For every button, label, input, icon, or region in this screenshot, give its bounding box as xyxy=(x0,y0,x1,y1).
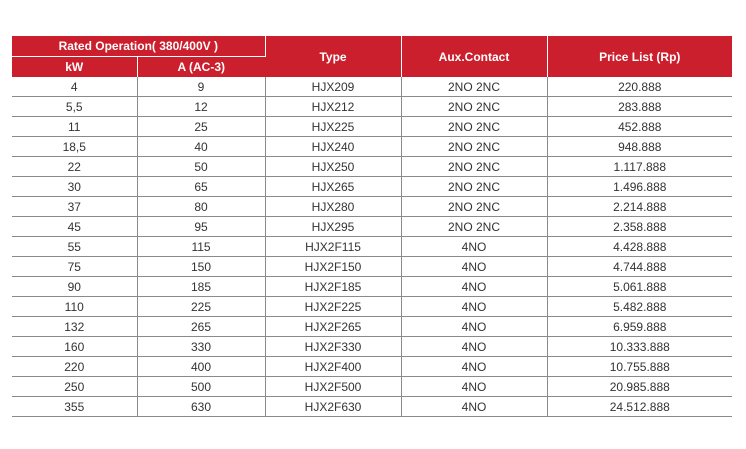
amp-cell: 150 xyxy=(137,257,265,277)
table-row xyxy=(12,77,732,97)
price-cell: 10.755.888 xyxy=(547,357,732,377)
type-cell: HJX225 xyxy=(265,117,401,137)
aux-contact-cell: 4NO xyxy=(401,297,547,317)
aux-contact-cell: 2NO 2NC xyxy=(401,77,547,97)
table-row xyxy=(12,257,732,277)
kw-cell: 90 xyxy=(12,277,137,297)
aux-contact-cell: 4NO xyxy=(401,257,547,277)
price-cell: 4.744.888 xyxy=(547,257,732,277)
price-cell: 2.358.888 xyxy=(547,217,732,237)
amp-cell: 400 xyxy=(137,357,265,377)
aux-contact-header: Aux.Contact xyxy=(401,36,547,77)
amp-cell: 25 xyxy=(137,117,265,137)
kw-cell: 37 xyxy=(12,197,137,217)
kw-cell: 75 xyxy=(12,257,137,277)
price-cell: 452.888 xyxy=(547,117,732,137)
amp-cell: 65 xyxy=(137,177,265,197)
amp-cell: 330 xyxy=(137,337,265,357)
kw-cell: 4 xyxy=(12,77,137,97)
aux-contact-cell: 4NO xyxy=(401,357,547,377)
aux-contact-cell: 2NO 2NC xyxy=(401,177,547,197)
type-cell: HJX2F185 xyxy=(265,277,401,297)
type-cell: HJX265 xyxy=(265,177,401,197)
price-cell: 6.959.888 xyxy=(547,317,732,337)
price-cell: 1.496.888 xyxy=(547,177,732,197)
amp-cell: 50 xyxy=(137,157,265,177)
table-row xyxy=(12,217,732,237)
amp-cell: 115 xyxy=(137,237,265,257)
price-cell: 1.117.888 xyxy=(547,157,732,177)
amp-cell: 9 xyxy=(137,77,265,97)
kw-cell: 45 xyxy=(12,217,137,237)
type-cell: HJX212 xyxy=(265,97,401,117)
price-cell: 20.985.888 xyxy=(547,377,732,397)
kw-cell: 220 xyxy=(12,357,137,377)
aux-contact-cell: 4NO xyxy=(401,317,547,337)
amp-cell: 80 xyxy=(137,197,265,217)
type-header: Type xyxy=(265,36,401,77)
amp-cell: 630 xyxy=(137,397,265,417)
aux-contact-cell: 2NO 2NC xyxy=(401,157,547,177)
type-cell: HJX2F500 xyxy=(265,377,401,397)
price-cell: 4.428.888 xyxy=(547,237,732,257)
table-row xyxy=(12,137,732,157)
kw-cell: 55 xyxy=(12,237,137,257)
aux-contact-cell: 2NO 2NC xyxy=(401,217,547,237)
table-row xyxy=(12,337,732,357)
kw-cell: 132 xyxy=(12,317,137,337)
price-cell: 220.888 xyxy=(547,77,732,97)
price-cell: 5.061.888 xyxy=(547,277,732,297)
amp-cell: 185 xyxy=(137,277,265,297)
type-cell: HJX209 xyxy=(265,77,401,97)
kw-cell: 110 xyxy=(12,297,137,317)
kw-cell: 5,5 xyxy=(12,97,137,117)
aux-contact-cell: 4NO xyxy=(401,337,547,357)
kw-cell: 11 xyxy=(12,117,137,137)
table-row xyxy=(12,357,732,377)
type-cell: HJX250 xyxy=(265,157,401,177)
price-cell: 948.888 xyxy=(547,137,732,157)
rated-operation-header: Rated Operation( 380/400V ) xyxy=(12,36,265,57)
kw-cell: 160 xyxy=(12,337,137,357)
type-cell: HJX2F225 xyxy=(265,297,401,317)
amp-cell: 225 xyxy=(137,297,265,317)
type-cell: HJX295 xyxy=(265,217,401,237)
aux-contact-cell: 2NO 2NC xyxy=(401,197,547,217)
kw-cell: 18,5 xyxy=(12,137,137,157)
price-list-header: Price List (Rp) xyxy=(547,36,732,77)
table-row xyxy=(12,277,732,297)
price-cell: 10.333.888 xyxy=(547,337,732,357)
table-row xyxy=(12,297,732,317)
kw-cell: 30 xyxy=(12,177,137,197)
aux-contact-cell: 4NO xyxy=(401,277,547,297)
amp-header: A (AC-3) xyxy=(137,57,265,78)
table-row xyxy=(12,157,732,177)
table-row xyxy=(12,97,732,117)
amp-cell: 500 xyxy=(137,377,265,397)
amp-cell: 40 xyxy=(137,137,265,157)
table-header xyxy=(12,36,732,77)
kw-cell: 22 xyxy=(12,157,137,177)
amp-cell: 95 xyxy=(137,217,265,237)
table-row xyxy=(12,197,732,217)
table-body xyxy=(12,77,732,417)
aux-contact-cell: 2NO 2NC xyxy=(401,137,547,157)
kw-cell: 250 xyxy=(12,377,137,397)
aux-contact-cell: 2NO 2NC xyxy=(401,117,547,137)
price-cell: 5.482.888 xyxy=(547,297,732,317)
type-cell: HJX280 xyxy=(265,197,401,217)
table-row xyxy=(12,237,732,257)
type-cell: HJX240 xyxy=(265,137,401,157)
table-row xyxy=(12,117,732,137)
type-cell: HJX2F400 xyxy=(265,357,401,377)
price-table xyxy=(12,36,732,417)
amp-cell: 12 xyxy=(137,97,265,117)
type-cell: HJX2F630 xyxy=(265,397,401,417)
price-cell: 283.888 xyxy=(547,97,732,117)
table-row xyxy=(12,397,732,417)
type-cell: HJX2F265 xyxy=(265,317,401,337)
type-cell: HJX2F330 xyxy=(265,337,401,357)
kw-header: kW xyxy=(12,57,137,78)
table-row xyxy=(12,317,732,337)
price-cell: 24.512.888 xyxy=(547,397,732,417)
table-row xyxy=(12,177,732,197)
table-row xyxy=(12,377,732,397)
aux-contact-cell: 4NO xyxy=(401,397,547,417)
kw-cell: 355 xyxy=(12,397,137,417)
aux-contact-cell: 2NO 2NC xyxy=(401,97,547,117)
type-cell: HJX2F115 xyxy=(265,237,401,257)
aux-contact-cell: 4NO xyxy=(401,377,547,397)
aux-contact-cell: 4NO xyxy=(401,237,547,257)
amp-cell: 265 xyxy=(137,317,265,337)
type-cell: HJX2F150 xyxy=(265,257,401,277)
price-cell: 2.214.888 xyxy=(547,197,732,217)
